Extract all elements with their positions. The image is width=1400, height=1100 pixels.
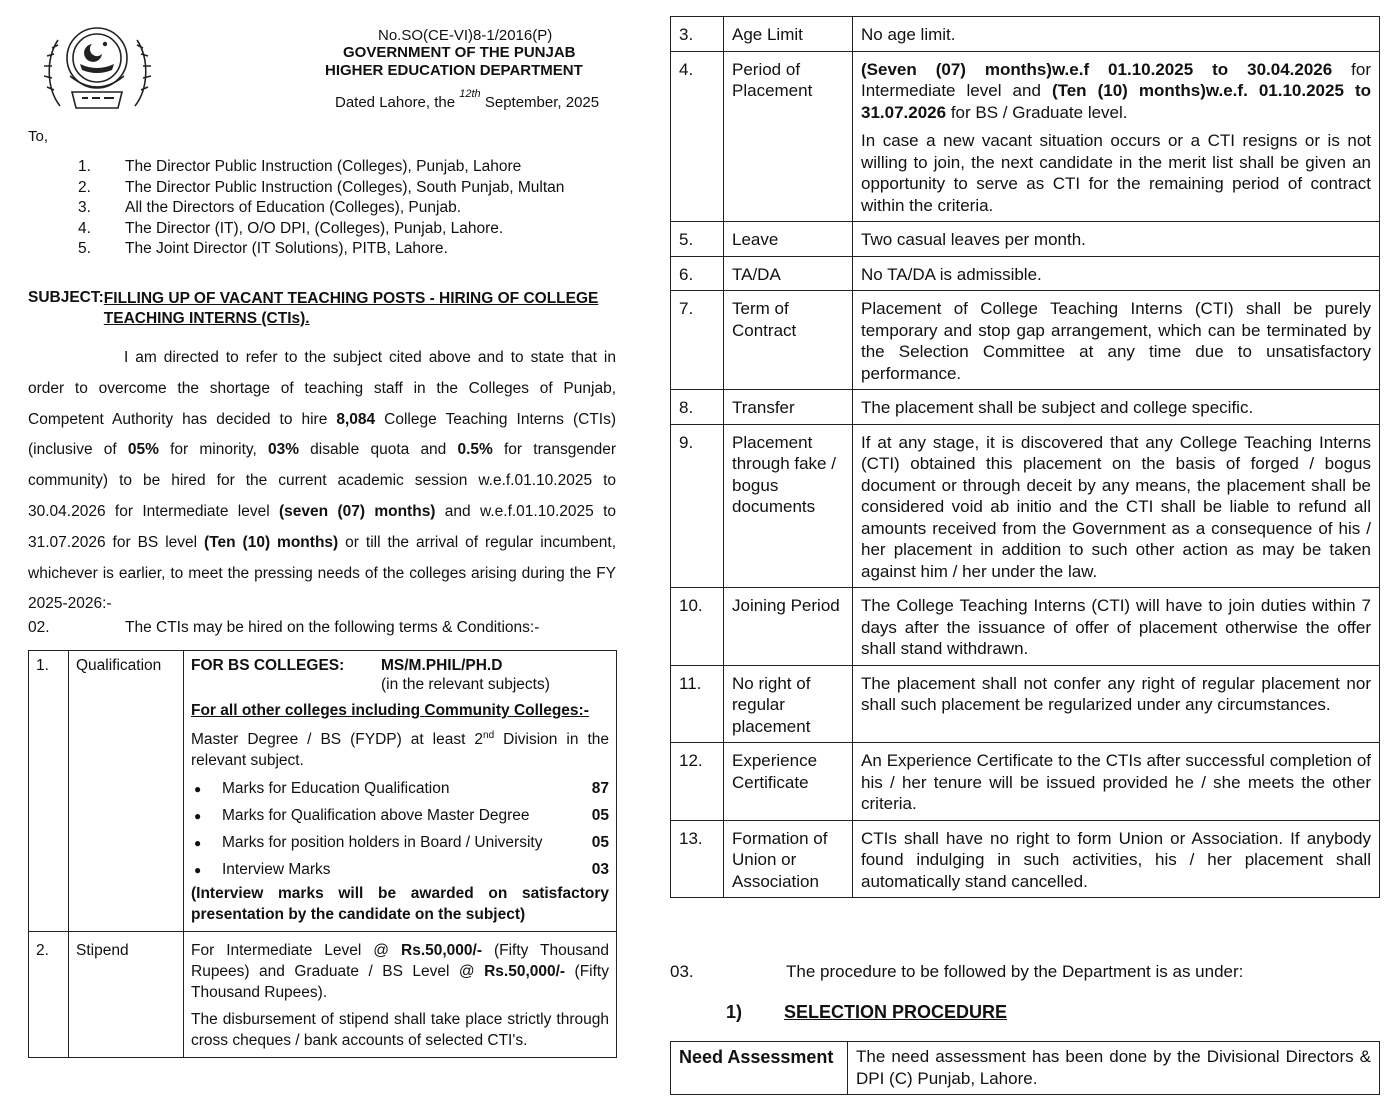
addressee-item: [78, 199, 564, 220]
need-assessment-table: [670, 1041, 1380, 1095]
para-text: College Teaching Interns (CTIs) (inclusive of: [28, 410, 616, 459]
right-column: [662, 0, 1392, 1100]
section-title: SELECTION PROCEDURE: [784, 1002, 1008, 1022]
terms-table-right: [670, 16, 1380, 898]
row-detail: [184, 651, 617, 932]
row-detail: [184, 932, 617, 1058]
interview-note: (Interview marks will be awarded on satisfactory presentation by the candidate on the subject): [191, 885, 609, 924]
addressee-text: The Director (IT), O/O DPI, (Colleges), Punjab, Lahore.: [125, 219, 504, 237]
list-item: [191, 802, 609, 829]
row-number: 4.: [671, 51, 724, 222]
row-term: Experience Certificate: [724, 743, 853, 821]
row-number: 10.: [671, 588, 724, 666]
list-item: [191, 775, 609, 802]
row-term: Leave: [724, 222, 853, 257]
left-column: [0, 0, 640, 1100]
to-label: To,: [28, 128, 49, 145]
row-detail: [853, 743, 1380, 821]
handwritten-day: 12th: [459, 88, 481, 100]
para-number: 02.: [28, 619, 50, 636]
row-term: No right of regular placement: [724, 665, 853, 743]
mark-label: Marks for Education Qualification: [222, 779, 450, 797]
table-row: [671, 17, 1380, 52]
row-number: 11.: [671, 665, 724, 743]
period-text: [861, 59, 1371, 124]
master-degree-text: [191, 725, 609, 771]
bs-colleges-head: FOR BS COLLEGES:: [191, 657, 345, 674]
addressee-item: [78, 158, 564, 179]
row-detail: [853, 665, 1380, 743]
para-text: for transgender community) to be hired for the current academic session w.e.f.01.10.2025 to 30.04.2026 for Intermediate level: [28, 441, 616, 520]
mark-value: 05: [591, 806, 609, 824]
period-part: for Intermediate level and: [861, 59, 1372, 100]
list-item: [191, 829, 609, 856]
subject-text: FILLING UP OF VACANT TEACHING POSTS - HIRING OF COLLEGE TEACHING INTERNS (CTIs).: [103, 290, 599, 327]
mark-value: 87: [591, 779, 609, 797]
row-text: CTIs shall have no right to form Union or Association. If anybody found indulging in such activities, his / her placement shall automatically stand cancelled.: [861, 828, 1371, 891]
department-name: HIGHER EDUCATION DEPARTMENT: [325, 62, 583, 79]
period-bold: (Ten (10) months)w.e.f. 01.10.2025 to 31.07.2026: [861, 81, 1371, 122]
row-text: Placement of College Teaching Interns (CTI) shall be purely temporary and stop gap arrangement, which can be terminated by the Selection Committee at any time due to unsatisfactory performance.: [861, 299, 1371, 383]
subject-label: SUBJECT:: [28, 289, 104, 306]
row-term: Term of Contract: [724, 291, 853, 390]
bs-colleges-sub: (in the relevant subjects): [381, 676, 550, 693]
row-detail: [853, 820, 1380, 898]
addressee-text: All the Directors of Education (Colleges), Punjab.: [125, 199, 461, 216]
row-term: Age Limit: [724, 17, 853, 52]
para-text: The procedure to be followed by the Department is as under:: [786, 962, 1244, 981]
bs-colleges-value: MS/M.PHIL/PH.D: [381, 657, 503, 674]
date-suffix: September, 2025: [484, 94, 600, 111]
stipend-part: (Fifty Thousand Rupees).: [191, 963, 609, 1002]
row-number: 7.: [671, 291, 724, 390]
row-number: 1.: [29, 651, 69, 932]
row-detail: [853, 222, 1380, 257]
para-bold: 0.5%: [457, 441, 493, 459]
row-number: 6.: [671, 256, 724, 291]
period-part: for BS / Graduate level.: [946, 102, 1128, 122]
row-text: No age limit.: [861, 25, 956, 44]
bullet-icon: ●: [194, 835, 202, 850]
row-term: Transfer: [724, 390, 853, 425]
date-prefix: Dated Lahore, the: [335, 94, 456, 111]
terms-table-left: [28, 650, 617, 1058]
addressee-number: 1.: [78, 158, 91, 175]
row-text: The placement shall be subject and college specific.: [861, 398, 1254, 417]
disbursement-text: The disbursement of stipend shall take place strictly through cross cheques / bank accounts of selected CTI's.: [191, 1011, 609, 1050]
row-text: An Experience Certificate to the CTIs after successful completion of his / her tenure will be issued provided he / she meets the other criteria.: [861, 751, 1371, 813]
table-row: [671, 665, 1380, 743]
para-text: for minority,: [158, 441, 268, 459]
row-detail: [853, 17, 1380, 52]
other-colleges-head: For all other colleges including Community Colleges:-: [191, 702, 589, 719]
master-sup: nd: [483, 730, 495, 741]
marks-list: [191, 775, 609, 883]
punjab-government-emblem: [40, 18, 155, 118]
row-detail: [853, 424, 1380, 588]
table-row: [671, 256, 1380, 291]
table-row: [671, 390, 1380, 425]
addressee-text: The Director Public Instruction (Colleges), South Punjab, Multan: [125, 178, 565, 196]
row-term: Joining Period: [724, 588, 853, 666]
table-row: [29, 932, 617, 1058]
addressee-text: The Director Public Instruction (Colleges), Punjab, Lahore: [125, 158, 522, 175]
letter-date: [335, 88, 600, 111]
row-text: No TA/DA is admissible.: [861, 264, 1042, 284]
para-text: disable quota and: [299, 441, 458, 459]
row-text: Two casual leaves per month.: [861, 230, 1086, 249]
government-name: GOVERNMENT OF THE PUNJAB: [343, 44, 576, 61]
para-bold: (Ten (10) months): [204, 533, 339, 551]
row-detail: [853, 588, 1380, 666]
stipend-part: For Intermediate Level @: [191, 942, 401, 960]
table-row: [671, 588, 1380, 666]
row-number: 3.: [671, 17, 724, 52]
row-term: Placement through fake / bogus documents: [724, 424, 853, 588]
paragraph-03: [670, 962, 1243, 982]
stipend-part: (Fifty Thousand Rupees) and Graduate / BS Level @: [191, 942, 609, 981]
period-bold: (Seven (07) months)w.e.f 01.10.2025 to 30.04.2026: [861, 59, 1333, 79]
table-row: [671, 291, 1380, 390]
mark-label: Marks for position holders in Board / University: [222, 833, 543, 851]
row-detail: [853, 291, 1380, 390]
para-text: I am directed to refer to the subject cited above and to state that in order to overcome the shortage of teaching staff in the Colleges of Punjab, Competent Authority has decided to hire: [28, 349, 616, 428]
bs-colleges-line: [191, 657, 609, 675]
table-row: [671, 424, 1380, 588]
table-row: [671, 51, 1380, 222]
master-text-b: Division in the relevant subject.: [191, 731, 609, 770]
row-term: Formation of Union or Association: [724, 820, 853, 898]
addressee-number: 5.: [78, 240, 91, 257]
mark-value: 03: [591, 860, 609, 878]
row-number: 5.: [671, 222, 724, 257]
table-row: [29, 651, 617, 932]
row-number: 9.: [671, 424, 724, 588]
row-term: TA/DA: [724, 256, 853, 291]
row-number: 2.: [29, 932, 69, 1058]
row-number: 13.: [671, 820, 724, 898]
row-text: The College Teaching Interns (CTI) will have to join duties within 7 days after the issuance of offer of placement otherwise the offer shall stand withdrawn.: [861, 596, 1371, 658]
para-bold: 8,084: [336, 410, 376, 428]
row-number: 12.: [671, 743, 724, 821]
row-text: The placement shall not confer any right of regular placement nor shall such placement be regularized under any circumstances.: [861, 673, 1371, 714]
addressee-item: [78, 179, 564, 200]
row-text: If at any stage, it is discovered that any College Teaching Interns (CTI) obtained this placement on the basis of forged / bogus document or through deceit by any means, the placement shall be considered void ab initio and the CTI shall be liable to refund all amounts received from the Government as a consequence of his / her placement in addition to such other action as may be taken against him / her under the law.: [861, 432, 1371, 581]
need-text: The need assessment has been done by the Divisional Directors & DPI (C) Punjab, Lahore.: [848, 1042, 1380, 1095]
row-term: Qualification: [69, 651, 184, 932]
addressee-list: [78, 158, 564, 261]
bullet-icon: ●: [194, 781, 202, 796]
para-number: 03.: [670, 962, 694, 981]
master-text-a: Master Degree / BS (FYDP) at least 2: [191, 731, 484, 749]
need-label: Need Assessment: [671, 1042, 848, 1095]
table-row: [671, 1042, 1380, 1095]
row-number: 8.: [671, 390, 724, 425]
para-bold: (seven (07) months): [279, 502, 436, 520]
addressee-number: 3.: [78, 199, 91, 216]
stipend-text: [191, 940, 609, 1003]
mark-label: Interview Marks: [222, 860, 331, 878]
para-text: or till the arrival of regular incumbent, whichever is earlier, to meet the pressing needs of the colleges arising during the FY 2025-2026:-: [28, 533, 617, 613]
table-row: [671, 743, 1380, 821]
section-number: 1): [726, 1002, 743, 1022]
selection-procedure-heading: [726, 1002, 1007, 1023]
para-text: The CTIs may be hired on the following terms & Conditions:-: [125, 619, 540, 636]
para-bold: 03%: [267, 441, 299, 459]
para-text: and w.e.f.01.10.2025 to 31.07.2026 for BS level: [28, 502, 617, 551]
row-term: Period of Placement: [724, 51, 853, 222]
table-row: [671, 820, 1380, 898]
addressee-number: 2.: [78, 178, 91, 196]
vacant-text: In case a new vacant situation occurs or a CTI resigns or is not willing to join, the next candidate in the merit list shall be given an opportunity to serve as CTI for the remaining period of contract within the criteria.: [861, 131, 1371, 215]
para-bold: 05%: [127, 441, 159, 459]
subject-line: [28, 289, 618, 329]
addressee-text: The Joint Director (IT Solutions), PITB, Lahore.: [125, 240, 448, 257]
bullet-icon: ●: [194, 808, 202, 823]
addressee-number: 4.: [78, 219, 91, 237]
list-item: [191, 856, 609, 883]
mark-value: 05: [591, 833, 609, 851]
paragraph-02: [28, 619, 539, 637]
row-term: Stipend: [69, 932, 184, 1058]
stipend-amount: Rs.50,000/-: [484, 963, 566, 981]
mark-label: Marks for Qualification above Master Degree: [222, 806, 530, 824]
table-row: [671, 222, 1380, 257]
addressee-item: [78, 240, 564, 261]
reference-number: No.SO(CE-VI)8-1/2016(P): [378, 27, 553, 44]
stipend-amount: Rs.50,000/-: [401, 942, 482, 960]
row-detail: [853, 390, 1380, 425]
bullet-icon: ●: [194, 862, 202, 877]
row-detail: [853, 256, 1380, 291]
paragraph-01: [28, 343, 616, 620]
addressee-item: [78, 220, 564, 241]
row-detail: [853, 51, 1380, 222]
